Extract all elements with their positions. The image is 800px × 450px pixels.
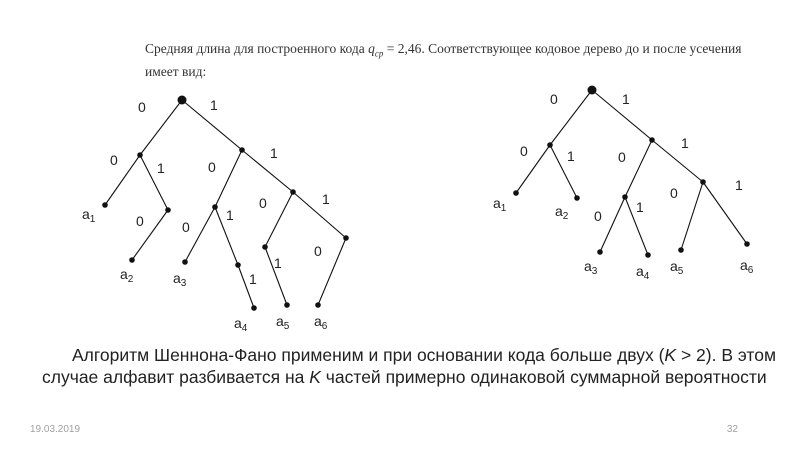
tree-edge [140, 100, 182, 155]
branch-label-zero: 0 [138, 99, 146, 115]
leaf-index: 6 [321, 321, 328, 332]
leaf-label-a4 [234, 315, 248, 334]
branch-label-one: 1 [226, 207, 234, 223]
slide-number: 32 [726, 424, 738, 435]
intro-text-after: = 2,46. Соответствующее кодовое дерево до и после усечения имеет вид: [145, 41, 742, 79]
branch-label-one: 1 [270, 145, 278, 161]
leaf-letter: a [234, 315, 242, 331]
tree-node [315, 302, 321, 308]
average-length-subscript: ср [374, 48, 384, 59]
branch-label-zero: 0 [110, 152, 118, 168]
leaf-label-a5 [670, 258, 684, 277]
tree-node [645, 252, 651, 258]
branch-label-one: 1 [157, 160, 165, 176]
tree-node [744, 241, 750, 247]
leaf-label-a1 [493, 195, 507, 214]
branch-label-zero: 0 [594, 208, 602, 224]
tree-node [343, 235, 349, 241]
tree-after-truncation [493, 86, 754, 283]
code-base-symbol: K [664, 345, 677, 365]
tree-before-truncation [82, 96, 349, 335]
leaf-label-a4 [636, 263, 650, 282]
intro-text-before: Средняя длина для построенного кода [145, 41, 369, 56]
body-text-part2: > 2). В этом случае алфавит разбивается на [42, 345, 776, 387]
branch-label-one: 1 [274, 255, 282, 271]
code-base-symbol: K [309, 367, 321, 387]
leaf-letter: a [493, 195, 501, 211]
branch-label-zero: 0 [208, 159, 216, 175]
branch-label-one: 1 [636, 199, 644, 215]
leaf-index: 2 [562, 211, 569, 222]
tree-node [102, 202, 108, 208]
branch-label-zero: 0 [314, 243, 322, 259]
leaf-index: 1 [89, 214, 96, 225]
tree-edge [265, 192, 293, 247]
tree-node [678, 247, 684, 253]
tree-node [284, 302, 290, 308]
tree-edge [293, 192, 346, 238]
tree-node [649, 137, 655, 143]
tree-node [700, 179, 706, 185]
tree-edge [242, 150, 293, 192]
leaf-letter: a [120, 266, 128, 282]
leaf-letter: a [555, 203, 563, 219]
branch-label-zero: 0 [670, 185, 678, 201]
branch-label-zero: 0 [520, 143, 528, 159]
tree-node [513, 190, 519, 196]
branch-label-zero: 0 [259, 195, 267, 211]
leaf-index: 2 [127, 274, 134, 285]
leaf-label-a3 [584, 258, 598, 277]
tree-node [622, 194, 628, 200]
tree-node [235, 262, 241, 268]
leaf-letter: a [670, 258, 678, 274]
branch-label-zero: 0 [618, 149, 626, 165]
branch-label-one: 1 [622, 91, 630, 107]
tree-node [262, 244, 268, 250]
leaf-letter: a [276, 313, 284, 329]
body-paragraph [42, 344, 782, 388]
tree-node [290, 189, 296, 195]
branch-label-zero: 0 [550, 91, 558, 107]
tree-edge [652, 140, 703, 182]
body-text-part3: частей примерно одинаковой суммарной вероятности [320, 367, 767, 387]
tree-node [239, 147, 245, 153]
tree-root-node [588, 86, 597, 95]
leaf-index: 4 [241, 323, 248, 334]
tree-edge [318, 238, 346, 305]
leaf-label-a1 [82, 206, 96, 225]
body-text-part1: Алгоритм Шеннона-Фано применим и при основании кода больше двух ( [72, 345, 665, 365]
leaf-label-a6 [740, 257, 754, 276]
leaf-label-a2 [555, 203, 569, 222]
branch-label-zero: 0 [182, 219, 190, 235]
tree-edge [600, 197, 625, 252]
tree-node [212, 204, 218, 210]
branch-label-one: 1 [322, 191, 330, 207]
tree-node [251, 305, 257, 311]
leaf-letter: a [82, 206, 90, 222]
branch-label-one: 1 [681, 135, 689, 151]
leaf-index: 6 [747, 265, 754, 276]
tree-node [182, 259, 188, 265]
leaf-label-a2 [120, 266, 134, 285]
leaf-index: 5 [677, 266, 684, 277]
leaf-label-a3 [173, 270, 187, 289]
leaf-index: 3 [180, 278, 187, 289]
leaf-index: 3 [591, 266, 598, 277]
average-length-symbol: q [368, 41, 375, 56]
branch-label-zero: 0 [136, 213, 144, 229]
tree-node [137, 152, 143, 158]
leaf-label-a6 [314, 313, 328, 332]
branch-label-one: 1 [210, 97, 218, 113]
leaf-letter: a [636, 263, 644, 279]
tree-edge [681, 182, 703, 250]
tree-node [547, 142, 553, 148]
tree-node [129, 257, 135, 263]
tree-edge [215, 150, 242, 207]
leaf-index: 1 [500, 203, 507, 214]
leaf-index: 4 [643, 271, 650, 282]
leaf-letter: a [173, 270, 181, 286]
tree-node [574, 195, 580, 201]
branch-label-one: 1 [249, 271, 257, 287]
branch-label-one: 1 [735, 177, 743, 193]
tree-node [165, 207, 171, 213]
leaf-index: 5 [283, 321, 290, 332]
leaf-letter: a [584, 258, 592, 274]
slide-date: 19.03.2019 [30, 424, 81, 435]
tree-node [597, 249, 603, 255]
tree-edge [625, 140, 652, 197]
leaf-letter: a [740, 257, 748, 273]
leaf-letter: a [314, 313, 322, 329]
branch-label-one: 1 [567, 148, 575, 164]
leaf-label-a5 [276, 313, 290, 332]
tree-root-node [178, 96, 187, 105]
